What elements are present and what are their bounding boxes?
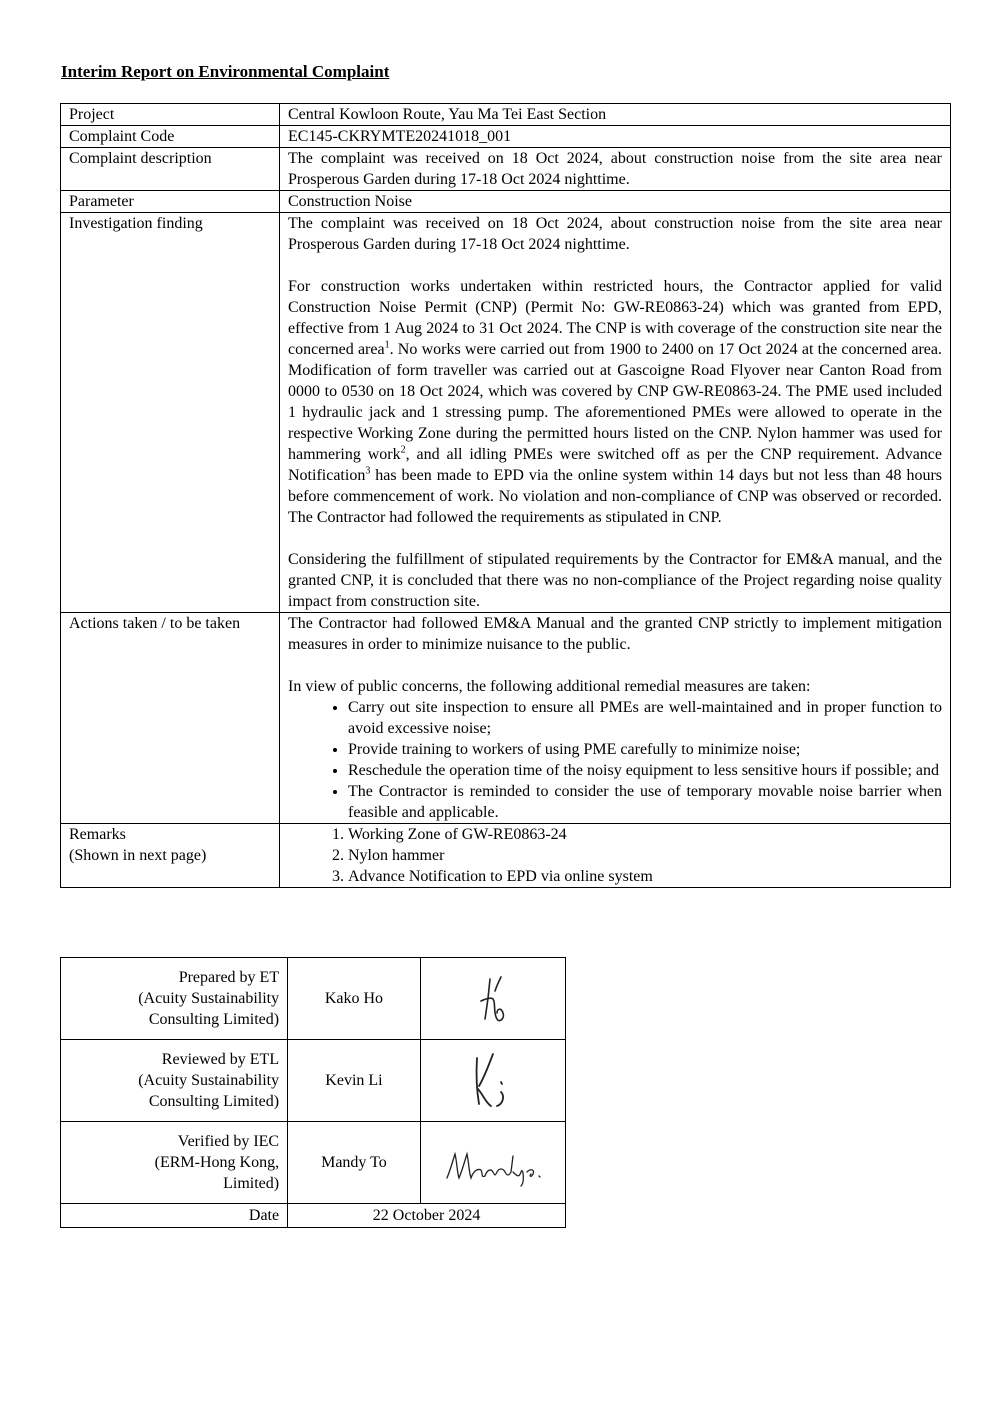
signature-image [420,958,565,1040]
row-complaint-description [61,148,951,191]
role-org: (Acuity Sustainability [138,990,280,1007]
signoff-row-date [61,1204,566,1228]
project-value: Central Kowloon Route, Yau Ma Tei East Section [280,104,951,126]
finding-text-c: , and all idling PMEs were switched off as per the CNP requirement. Advance Notification [288,446,942,484]
role-org: Consulting Limited) [148,1011,280,1028]
role-org: (Acuity Sustainability [138,1072,280,1089]
signoff-row-verified [61,1122,566,1204]
complaint-table [60,103,951,888]
signer-name: Kako Ho [288,958,421,1040]
finding-text-a: For construction works undertaken within restricted hours, the Contractor applied for valid Construction Noise Permit (CNP) (Permit No: GW-RE0863-24) which was granted from EPD, effective from 1 Aug 2024 to 31 Oct 2024. The CNP is with coverage of the construction site near the concerned area [288,278,942,358]
role-title: Prepared by ET [178,969,280,986]
remedial-measures-list [288,697,942,823]
list-item: • Reschedule the operation time of the noisy equipment to less sensitive hours if possible; and [348,760,942,781]
parameter-label: Parameter [61,191,280,213]
complaint-code-label: Complaint Code [61,126,280,148]
signature-image [420,1122,565,1204]
page-title: Interim Report on Environmental Complaint [61,62,390,81]
actions-label: Actions taken / to be taken [61,613,280,824]
finding-paragraph-3: Considering the fulfillment of stipulated requirements by the Contractor for EM&A manual, and the granted CNP, it is concluded that there was no non-compliance of the Project regarding noise quality impact from construction site. [288,551,942,610]
remarks-label: Remarks [69,826,126,843]
remarks-list [288,824,942,887]
list-item: • Provide training to workers of using PME carefully to minimize noise; [348,739,942,760]
complaint-description-value: The complaint was received on 18 Oct 2024, about construction noise from the site area near Prosperous Garden during 17-18 Oct 2024 nighttime. [288,150,942,188]
finding-paragraph-1: The complaint was received on 18 Oct 2024, about construction noise from the site area near Prosperous Garden during 17-18 Oct 2024 nighttime. [288,215,942,253]
list-item: 3. Advance Notification to EPD via online system [348,866,942,887]
finding-paragraph-2 [288,276,942,528]
row-investigation-finding [61,213,951,613]
row-remarks [61,824,951,888]
row-complaint-code [61,126,951,148]
list-item: 2. Nylon hammer [348,845,942,866]
row-parameter [61,191,951,213]
date-value: 22 October 2024 [288,1204,566,1228]
role-org: Consulting Limited) [148,1093,280,1110]
list-item: • Carry out site inspection to ensure all PMEs are well-maintained and in proper function to avoid excessive noise; [348,697,942,739]
investigation-finding-label: Investigation finding [61,213,280,613]
project-label: Project [61,104,280,126]
parameter-value: Construction Noise [280,191,951,213]
role-org: (ERM-Hong Kong, [154,1154,280,1171]
complaint-description-label: Complaint description [61,148,280,191]
finding-text-b: . No works were carried out from 1900 to 2400 on 17 Oct 2024 at the concerned area. Modification of form traveller was carried out at Gascoigne Road Flyover near Canton Road from 0000 to 0530 on 18 Oct 2024, which was covered by CNP GW-RE0863-24. The PME used included 1 hydraulic jack and 1 stressing pump. The aforementioned PMEs were allowed to operate in the respective Working Zone during the permitted hours listed on the CNP. Nylon hammer was used for hammering work [288,341,942,463]
role-title: Verified by IEC [177,1133,280,1150]
signer-name: Mandy To [288,1122,421,1204]
role-title: Reviewed by ETL [161,1051,280,1068]
footnote-ref-3: 3 [365,465,371,477]
remarks-sublabel: (Shown in next page) [69,847,207,864]
list-item: 1. Working Zone of GW-RE0863-24 [348,824,942,845]
signer-name: Kevin Li [288,1040,421,1122]
actions-paragraph-2: In view of public concerns, the following additional remedial measures are taken: [288,678,811,695]
signoff-row-reviewed [61,1040,566,1122]
signoff-row-prepared [61,958,566,1040]
date-label: Date [61,1204,288,1228]
footnote-ref-1: 1 [384,339,390,351]
finding-text-d: has been made to EPD via the online system within 14 days but not less than 48 hours before commencement of work. No violation and non-compliance of CNP was observed or recorded. The Contractor had followed the requirements as stipulated in CNP. [288,467,942,526]
actions-paragraph-1: The Contractor had followed EM&A Manual and the granted CNP strictly to implement mitigation measures in order to minimize nuisance to the public. [288,615,942,653]
row-project [61,104,951,126]
role-org: Limited) [223,1175,280,1192]
signature-image [420,1040,565,1122]
row-actions [61,613,951,824]
signoff-table [60,957,566,1228]
complaint-code-value: EC145-CKRYMTE20241018_001 [280,126,951,148]
list-item: • The Contractor is reminded to consider the use of temporary movable noise barrier when feasible and applicable. [348,781,942,823]
footnote-ref-2: 2 [400,444,406,456]
